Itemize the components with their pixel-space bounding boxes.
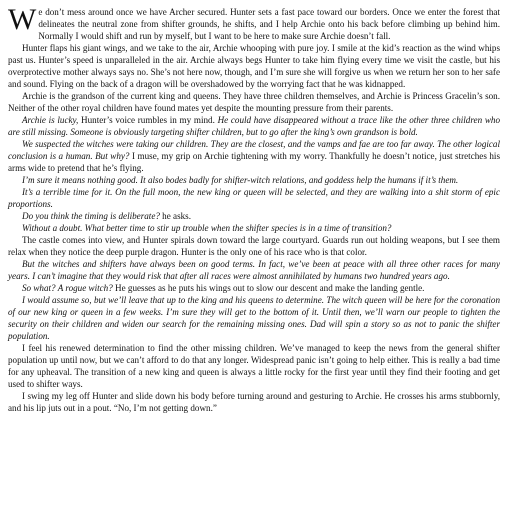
italic-text-run: Do you think the timing is deliberate?: [22, 211, 160, 221]
italic-text-run: So what? A rogue witch?: [22, 283, 113, 293]
text-run: Hunter flaps his giant wings, and we take to the air, Archie whooping with pure joy. I smile at the kid’s reaction as the wind whips past us. Hunter’s speed is unparalleled in the air. Archie always begs Hunter to take him flying every time we visit the castle, but his overprotective mother always says no. She’s not here now, though, and I’m sure she will forgive us when we return her son to her safe and sound. Flying on the back of a dragon will be overshadowed by the worrying fact that he was kidnapped.: [8, 43, 500, 89]
paragraph: [8, 186, 500, 210]
paragraph: [8, 90, 500, 114]
text-run: I swing my leg off Hunter and slide down his body before turning around and gesturing to Archie. He crosses his arms stubbornly, and his lip juts out in a pout. “No, I’m not getting down.”: [8, 391, 500, 413]
text-run: Archie is the grandson of the current king and queens. They have three children themselves, and Archie is Princess Gracelin’s son. Neither of the other royal children have found mates yet despite the mounting pressure from their parents.: [8, 91, 500, 113]
paragraph: [8, 138, 500, 174]
paragraph: [8, 282, 500, 294]
paragraph: [8, 234, 500, 258]
paragraph: [8, 114, 500, 138]
paragraph: [8, 258, 500, 282]
italic-text-run: But the witches and shifters have always been on good terms. In fact, we’ve been at peace with all three other races for many years. I can’t imagine that they would risk that after all races were almost annihilated by humans two hundred years ago.: [8, 259, 500, 281]
italic-text-run: It’s a terrible time for it. On the full moon, the new king or queen will be selected, and they are walking into a shit storm of epic proportions.: [8, 187, 500, 209]
text-run: I muse, my grip on Archie tightening with my worry. Thankfully he doesn’t notice, just stretches his arms wide to pretend that he’s flying.: [8, 151, 501, 173]
italic-text-run: Without a doubt. What better time to stir up trouble when the shifter species is in a time of transition?: [22, 223, 392, 233]
paragraph: [8, 210, 500, 222]
page-body-text: [8, 3, 501, 414]
italic-text-run: I would assume so, but we’ll leave that up to the king and his queens to determine. The witch queen will be here for the coronation of our new king or queen in a few weeks. I’m sure they will get to the bottom of it. Until then, we’ll warn our people to tighten the security on their children and widen our search for the remaining missing ones. Dad will spin a story so as not to panic the shifter population.: [8, 295, 500, 341]
paragraph: [8, 174, 500, 186]
italic-text-run: He could have disappeared without a trace like the other three children who are still missing. Someone is obviously targeting shifter children, but to go after the king’s own grandson is bold.: [8, 115, 501, 137]
paragraph: [8, 222, 500, 234]
paragraph: [8, 3, 500, 42]
text-run: e don’t mess around once we have Archer secured. Hunter sets a fast pace toward our borders. Once we enter the forest that delineates the neutral zone from shifter grounds, he shifts, and I help Archie onto his back before climbing up behind him. Normally I would shift and run by myself, but I want to be here to make sure Archie doesn’t fall.: [38, 7, 500, 41]
italic-text-run: Archie is lucky,: [22, 115, 79, 125]
italic-text-run: We suspected the witches were taking our children. They are the closest, and the vamps and fae are too far away. The other logical conclusion is a human. But why?: [8, 139, 500, 161]
paragraph: [8, 342, 500, 390]
text-run: I feel his renewed determination to find the other missing children. We’ve managed to keep the news from the general shifter population up until now, but we can’t afford to do that any longer. Widespread panic isn’t going to help either. This is really a bad time for any upheaval. The transition of a new king and queen is always a little rocky for the first year until they find their footing and get used to shifter ways.: [8, 343, 500, 389]
text-run: he asks.: [159, 211, 191, 221]
drop-cap: W: [8, 3, 37, 36]
text-run: He guesses as he puts his wings out to slow our descent and make the landing gentle.: [112, 283, 425, 293]
paragraph: [8, 390, 500, 414]
paragraph: [8, 42, 500, 90]
italic-text-run: I’m sure it means nothing good. It also bodes badly for shifter-witch relations, and goddess help the humans if it’s them.: [22, 175, 459, 185]
text-run: Hunter’s voice rumbles in my mind.: [78, 115, 218, 125]
paragraph: [8, 294, 500, 342]
text-run: The castle comes into view, and Hunter spirals down toward the large courtyard. Guards run out holding weapons, but I see them relax when they notice the deep purple dragon. Hunter is the only one of his race who is that color.: [8, 235, 500, 257]
